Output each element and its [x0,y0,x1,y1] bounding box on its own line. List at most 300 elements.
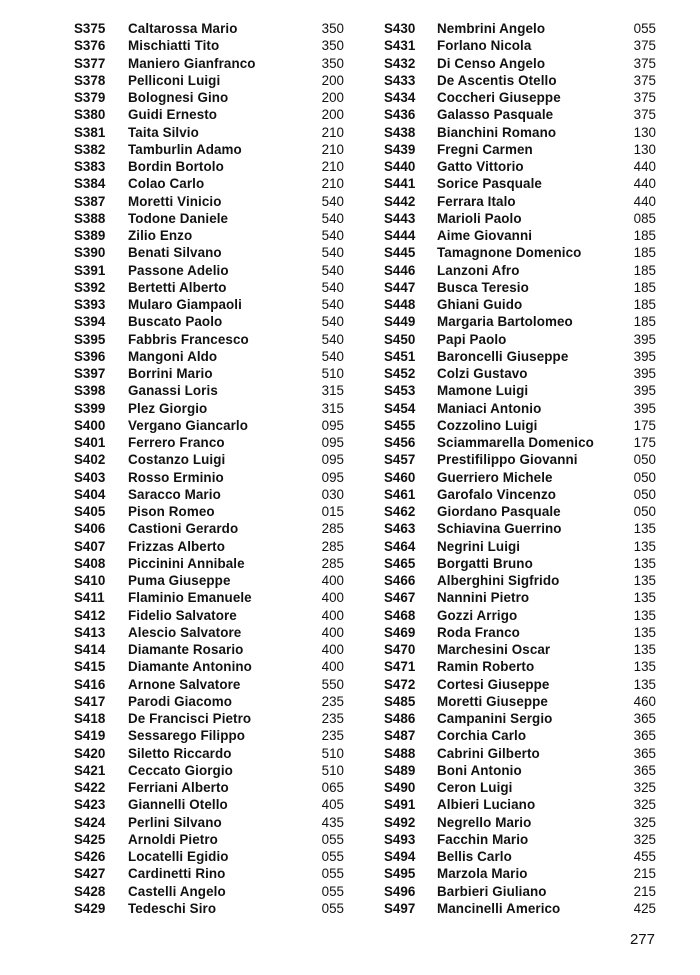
entry-name: Mancinelli Americo [437,900,561,916]
entry-code: S396 [74,348,106,364]
entry-name: Parodi Giacomo [128,693,233,709]
list-item [74,106,374,123]
entry-value: 395 [633,348,656,364]
entry-value: 185 [633,279,656,295]
entry-code: S417 [74,693,106,709]
entry-value: 095 [321,452,344,468]
entry-code: S452 [384,366,416,381]
entry-value: 325 [633,797,656,813]
list-item [384,641,656,658]
entry-name: Siletto Riccardo [128,745,232,761]
entry-code: S456 [384,435,416,450]
list-item [384,900,656,917]
entry-value: 285 [321,555,344,571]
entry-value: 065 [321,780,344,795]
list-item [384,520,656,537]
list-item [384,158,656,175]
entry-name: Moretti Vinicio [128,193,222,209]
entry-value: 050 [633,486,656,502]
entry-name: Aime Giovanni [437,228,533,243]
entry-name: Passone Adelio [128,262,229,278]
list-item [74,900,374,917]
entry-value: 135 [633,642,656,657]
entry-value: 055 [633,21,656,36]
entry-value: 215 [633,866,656,882]
entry-code: S407 [74,538,106,554]
list-item [384,37,656,54]
entry-code: S454 [384,400,416,416]
entry-value: 055 [321,849,344,864]
entry-name: Caltarossa Mario [128,21,238,36]
entry-value: 405 [321,797,344,813]
entry-name: Cardinetti Rino [128,866,226,882]
entry-name: Schiavina Guerrino [437,521,562,537]
entry-name: Borgatti Bruno [437,555,533,571]
entry-name: Campanini Sergio [437,711,553,726]
list-item [74,244,374,261]
list-item [384,20,656,37]
list-item [74,124,374,141]
entry-name: Garofalo Vincenzo [437,486,557,502]
entry-code: S455 [384,417,416,433]
entry-value: 375 [633,72,656,88]
list-item [74,141,374,158]
entry-name: Zilio Enzo [128,228,193,243]
entry-value: 285 [321,538,344,554]
entry-code: S379 [74,90,106,105]
list-item [384,296,656,313]
entry-code: S424 [74,814,106,830]
entry-name: Fregni Carmen [437,141,533,157]
entry-code: S408 [74,555,106,571]
entry-code: S405 [74,504,106,519]
entry-code: S401 [74,435,106,450]
entry-value: 210 [321,141,344,157]
entry-name: Marioli Paolo [437,210,522,226]
entry-value: 095 [321,469,344,485]
list-item [74,658,374,675]
entry-value: 130 [633,124,656,140]
entry-code: S411 [74,590,105,606]
entry-value: 440 [633,176,656,192]
list-item [74,158,374,175]
entry-name: Puma Giuseppe [128,573,231,588]
entry-value: 400 [321,607,344,623]
entry-code: S450 [384,331,416,347]
entry-code: S423 [74,797,106,813]
list-item [384,589,656,606]
entry-name: Giordano Pasquale [437,504,561,519]
entry-value: 350 [321,38,344,54]
list-item [384,486,656,503]
list-item [384,796,656,813]
entry-value: 135 [633,659,656,675]
right-column [384,20,656,917]
entry-code: S402 [74,452,106,468]
entry-code: S451 [384,348,416,364]
entry-code: S392 [74,279,106,295]
list-item [74,762,374,779]
entry-code: S471 [384,659,416,675]
entry-value: 055 [321,866,344,882]
list-item [384,555,656,572]
entry-value: 455 [633,849,656,864]
list-item [384,779,656,796]
list-item [384,193,656,210]
list-item [384,313,656,330]
entry-value: 325 [633,780,656,795]
list-item [74,434,374,451]
entry-value: 185 [633,297,656,312]
list-item [74,382,374,399]
list-item [384,141,656,158]
entry-value: 540 [321,331,344,347]
list-item [74,745,374,762]
list-item [74,572,374,589]
list-item [74,831,374,848]
list-item [74,865,374,882]
entry-value: 135 [633,590,656,606]
entry-value: 135 [633,521,656,537]
entry-code: S467 [384,590,416,606]
list-item [74,417,374,434]
list-item [384,244,656,261]
entry-value: 395 [633,383,656,399]
entry-name: Frizzas Alberto [128,538,225,554]
entry-code: S428 [74,883,106,899]
entry-value: 400 [321,642,344,657]
entry-code: S453 [384,383,416,399]
list-item [74,331,374,348]
page-number: 277 [629,931,655,948]
list-item [74,365,374,382]
entry-code: S493 [384,831,416,847]
entry-code: S410 [74,573,106,588]
entry-code: S404 [74,486,106,502]
entry-code: S445 [384,245,416,261]
entry-code: S397 [74,366,106,381]
entry-value: 425 [633,900,656,916]
entry-code: S418 [74,711,106,726]
list-item [384,382,656,399]
entry-value: 440 [633,159,656,174]
entry-value: 210 [321,176,344,192]
entry-name: Bellis Carlo [437,849,512,864]
list-item [74,20,374,37]
entry-code: S492 [384,814,416,830]
list-item [74,693,374,710]
list-item [384,727,656,744]
entry-code: S457 [384,452,416,468]
entry-value: 095 [321,417,344,433]
entry-name: Margaria Bartolomeo [437,314,573,330]
list-item [384,469,656,486]
entry-name: Ramin Roberto [437,659,535,675]
entry-value: 175 [633,417,656,433]
list-item [74,400,374,417]
entry-code: S430 [384,21,416,36]
entry-value: 365 [633,762,656,778]
list-item [384,175,656,192]
entry-value: 135 [633,555,656,571]
list-item [384,538,656,555]
entry-value: 540 [321,279,344,295]
entry-name: Nembrini Angelo [437,21,546,36]
entry-value: 540 [321,228,344,243]
entry-value: 540 [321,245,344,261]
entry-name: Negrello Mario [437,814,532,830]
entry-code: S448 [384,297,416,312]
list-item [384,227,656,244]
entry-code: S461 [384,486,416,502]
entry-value: 050 [633,452,656,468]
list-item [384,72,656,89]
entry-value: 350 [321,55,344,71]
entry-value: 215 [633,883,656,899]
entry-name: Baroncelli Giuseppe [437,348,569,364]
entry-name: Flaminio Emanuele [128,590,252,606]
entry-code: S415 [74,659,106,675]
entry-value: 375 [633,55,656,71]
entry-name: Marchesini Oscar [437,642,551,657]
entry-name: Saracco Mario [128,486,221,502]
entry-name: Maniero Gianfranco [128,55,256,71]
entry-value: 185 [633,228,656,243]
entry-name: Guerriero Michele [437,469,553,485]
entry-name: De Ascentis Otello [437,72,557,88]
entry-code: S387 [74,193,106,209]
entry-name: Coccheri Giuseppe [437,90,561,105]
list-item [384,434,656,451]
entry-name: Costanzo Luigi [128,452,226,468]
list-item [384,693,656,710]
entry-code: S377 [74,55,106,71]
entry-name: Roda Franco [437,624,520,640]
entry-name: Castelli Angelo [128,883,226,899]
entry-code: S429 [74,900,106,916]
entry-name: Nannini Pietro [437,590,530,606]
entry-code: S399 [74,400,106,416]
entry-value: 435 [321,814,344,830]
entry-code: S400 [74,417,106,433]
entry-code: S393 [74,297,106,312]
entry-name: Mangoni Aldo [128,348,218,364]
list-item [384,848,656,865]
entry-value: 325 [633,814,656,830]
list-item [384,55,656,72]
entry-name: Bordin Bortolo [128,159,224,174]
list-item [384,400,656,417]
entry-value: 050 [633,469,656,485]
entry-name: Arnoldi Pietro [128,831,218,847]
entry-name: Ganassi Loris [128,383,218,399]
entry-value: 135 [633,676,656,692]
entry-code: S375 [74,21,106,36]
entry-value: 135 [633,538,656,554]
entry-value: 315 [321,400,344,416]
list-item [74,779,374,796]
entry-value: 375 [633,90,656,105]
list-item [74,814,374,831]
entry-code: S420 [74,745,106,761]
list-item [384,262,656,279]
entry-name: Tedeschi Siro [128,900,217,916]
list-item [74,676,374,693]
entry-value: 400 [321,590,344,606]
entry-name: Cozzolino Luigi [437,417,538,433]
entry-name: Galasso Pasquale [437,107,554,123]
entry-code: S438 [384,124,416,140]
list-item [74,210,374,227]
list-item [74,348,374,365]
list-item [384,762,656,779]
entry-code: S394 [74,314,106,330]
entry-value: 030 [321,486,344,502]
entry-name: Ferrero Franco [128,435,225,450]
entry-value: 510 [321,745,344,761]
entry-code: S469 [384,624,416,640]
list-item [384,348,656,365]
left-column [74,20,374,917]
entry-code: S436 [384,107,416,123]
entry-name: Moretti Giuseppe [437,693,548,709]
entry-name: Fidelio Salvatore [128,607,237,623]
entry-name: Maniaci Antonio [437,400,542,416]
entry-name: Rosso Erminio [128,469,224,485]
entry-code: S449 [384,314,416,330]
list-item [74,624,374,641]
entry-name: Perlini Silvano [128,814,222,830]
entry-name: Ceccato Giorgio [128,762,233,778]
list-item [384,417,656,434]
list-item [74,89,374,106]
entry-value: 200 [321,90,344,105]
entry-code: S378 [74,72,106,88]
entry-code: S413 [74,624,106,640]
entry-name: Borrini Mario [128,366,213,381]
entry-name: Busca Teresio [437,279,529,295]
entry-name: Facchin Mario [437,831,529,847]
entry-value: 350 [321,21,344,36]
entry-name: Gatto Vittorio [437,159,524,174]
entry-name: Taita Silvio [128,124,199,140]
entry-value: 055 [321,831,344,847]
list-item [384,710,656,727]
entry-code: S442 [384,193,416,209]
entry-code: S446 [384,262,416,278]
entry-name: Sorice Pasquale [437,176,542,192]
list-item [74,641,374,658]
list-item [384,503,656,520]
entry-name: Castioni Gerardo [128,521,239,537]
list-item [384,831,656,848]
list-item [384,365,656,382]
entry-code: S427 [74,866,106,882]
entry-value: 135 [633,573,656,588]
entry-code: S384 [74,176,106,192]
entry-code: S381 [74,124,106,140]
list-item [74,538,374,555]
entry-name: Alberghini Sigfrido [437,573,560,588]
entry-value: 540 [321,262,344,278]
list-item [74,520,374,537]
entry-value: 200 [321,107,344,123]
entry-code: S439 [384,141,416,157]
entry-name: De Francisci Pietro [128,711,252,726]
entry-name: Buscato Paolo [128,314,223,330]
entry-name: Tamagnone Domenico [437,245,582,261]
entry-name: Prestifilippo Giovanni [437,452,578,468]
entry-value: 085 [633,210,656,226]
entry-code: S486 [384,711,416,726]
entry-code: S497 [384,900,416,916]
entry-code: S376 [74,38,106,54]
list-item [74,503,374,520]
list-item [74,262,374,279]
entry-code: S412 [74,607,106,623]
entry-name: Ghiani Guido [437,297,523,312]
entry-name: Gozzi Arrigo [437,607,518,623]
entry-value: 400 [321,624,344,640]
list-item [384,451,656,468]
entry-code: S416 [74,676,106,692]
entry-name: Cortesi Giuseppe [437,676,550,692]
list-item [384,814,656,831]
entry-value: 540 [321,297,344,312]
entry-value: 175 [633,435,656,450]
entry-name: Bianchini Romano [437,124,557,140]
entry-name: Plez Giorgio [128,400,208,416]
list-item [384,89,656,106]
entry-code: S382 [74,141,106,157]
entry-code: S488 [384,745,416,761]
entry-code: S487 [384,728,416,744]
list-item [384,607,656,624]
list-item [74,227,374,244]
entry-code: S395 [74,331,106,347]
entry-name: Mularo Giampaoli [128,297,242,312]
entry-name: Lanzoni Afro [437,262,520,278]
list-item [74,848,374,865]
list-item [74,883,374,900]
entry-value: 315 [321,383,344,399]
entry-value: 540 [321,348,344,364]
entry-name: Marzola Mario [437,866,528,882]
list-item [384,106,656,123]
entry-value: 510 [321,366,344,381]
list-item [74,296,374,313]
entry-value: 365 [633,728,656,744]
entry-name: Sciammarella Domenico [437,435,594,450]
entry-value: 015 [321,504,344,519]
entry-name: Cabrini Gilberto [437,745,540,761]
entry-value: 135 [633,624,656,640]
entry-code: S468 [384,607,416,623]
entry-code: S380 [74,107,106,123]
entry-name: Colzi Gustavo [437,366,528,381]
entry-value: 540 [321,193,344,209]
list-item [74,55,374,72]
list-item [384,572,656,589]
entry-name: Sessarego Filippo [128,728,246,744]
entry-value: 285 [321,521,344,537]
entry-name: Pelliconi Luigi [128,72,221,88]
entry-name: Vergano Giancarlo [128,417,249,433]
entry-value: 395 [633,366,656,381]
entry-name: Locatelli Egidio [128,849,229,864]
entry-name: Ceron Luigi [437,780,513,795]
entry-code: S472 [384,676,416,692]
